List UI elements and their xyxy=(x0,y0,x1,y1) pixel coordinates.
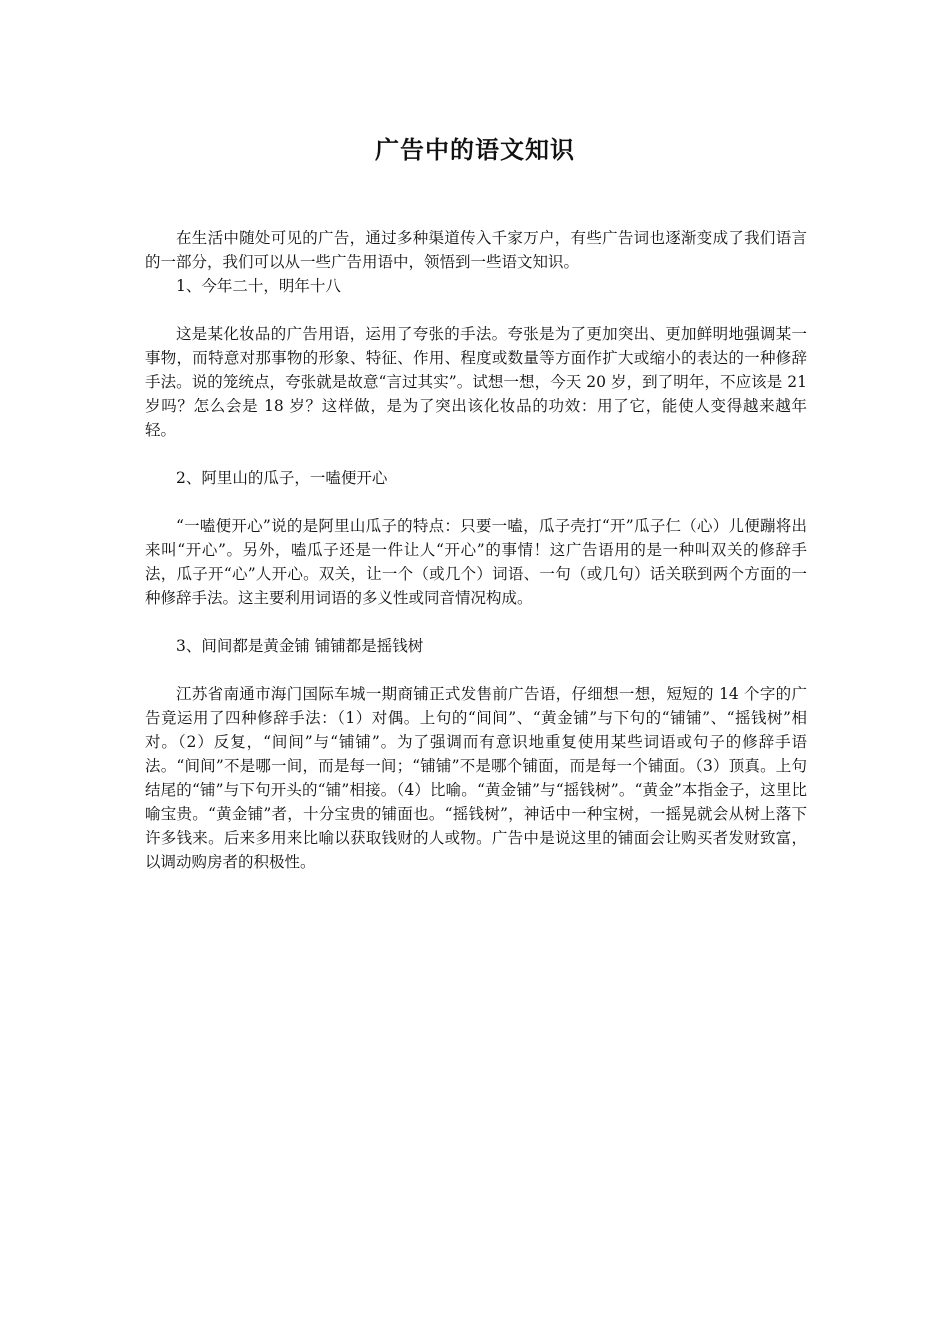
section-body-2: “一嗑便开心”说的是阿里山瓜子的特点：只要一嗑，瓜子壳打“开”瓜子仁（心）儿便蹦将出来叫“开心”。另外，嗑瓜子还是一件让人“开心”的事情！这广告语用的是一种叫双关的修辞手法，瓜子开“心”人开心。双关，让一个（或几个）词语、一句（或几句）话关联到两个方面的一种修辞手法。这主要利用词语的多义性或同音情况构成。 xyxy=(145,517,807,607)
section-heading-3: 3、间间都是黄金铺 铺铺都是摇钱树 xyxy=(176,637,424,655)
document-title: 广告中的语文知识 xyxy=(375,135,575,164)
intro-paragraph: 在生活中随处可见的广告，通过多种渠道传入千家万户，有些广告词也逐渐变成了我们语言的一部分，我们可以从一些广告用语中，领悟到一些语文知识。 xyxy=(145,229,807,271)
section-body-1: 这是某化妆品的广告用语，运用了夸张的手法。夸张是为了更加突出、更加鲜明地强调某一事物，而特意对那事物的形象、特征、作用、程度或数量等方面作扩大或缩小的表达的一种修辞手法。说的笼统点，夸张就是故意“言过其实”。试想一想，今天 20 岁，到了明年，不应该是 21 岁吗？怎么会是 18 岁？这样做，是为了突出该化妆品的功效：用了它，能使人变得越来越年轻。 xyxy=(145,325,807,439)
section-heading-2: 2、阿里山的瓜子，一嗑便开心 xyxy=(176,469,388,487)
section-body-3: 江苏省南通市海门国际车城一期商铺正式发售前广告语，仔细想一想，短短的 14 个字的广告竟运用了四种修辞手法：（1）对偶。上句的“间间”、“黄金铺”与下句的“铺铺”、“摇钱树”相对。（2）反复，“间间”与“铺铺”。为了强调而有意识地重复使用某些词语或句子的修辞手语法。“间间”不是哪一间，而是每一间；“铺铺”不是哪个铺面，而是每一个铺面。（3）顶真。上句结尾的“铺”与下句开头的“铺”相接。（4）比喻。“黄金铺”与“摇钱树”。“黄金”本指金子，这里比喻宝贵。“黄金铺”者，十分宝贵的铺面也。“摇钱树”，神话中一种宝树，一摇晃就会从树上落下许多钱来。后来多用来比喻以获取钱财的人或物。广告中是说这里的铺面会让购买者发财致富，以调动购房者的积极性。 xyxy=(145,685,807,871)
section-heading-1: 1、今年二十，明年十八 xyxy=(176,277,341,295)
document-body xyxy=(145,226,807,874)
